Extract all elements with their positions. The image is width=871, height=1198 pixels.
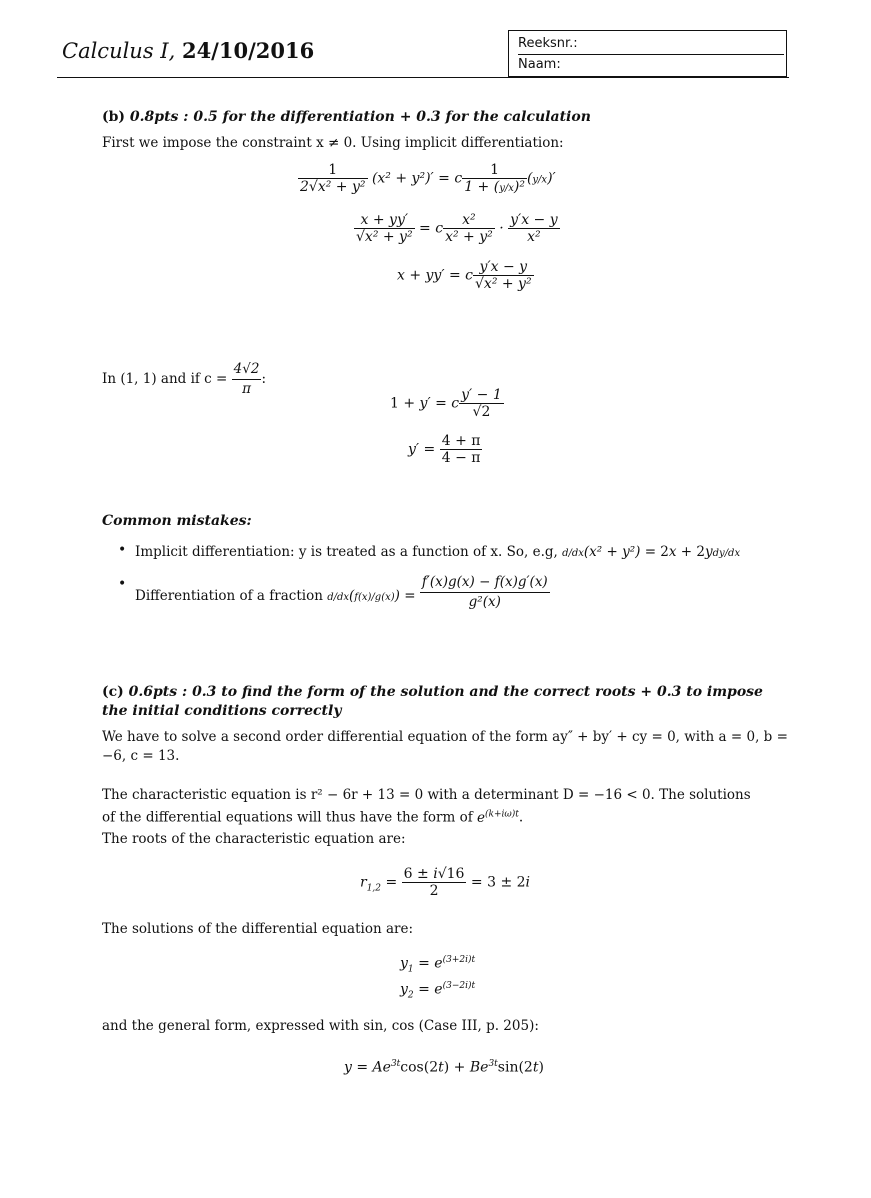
equation-b-5: y′ = $\frac{4 + \pi}{4 - \pi}$ <box>408 433 481 466</box>
common-mistakes-title: Common mistakes: <box>102 513 252 529</box>
course-name: Calculus I, <box>62 39 176 63</box>
mistake-2-text: Differentiation of a fraction <box>135 588 323 604</box>
section-c-heading-2: the initial conditions correctly <box>102 703 342 719</box>
section-c-label: (c) <box>102 684 124 700</box>
equation-b-2: $\frac{x + yy'}{\text{√x² + y²}}$ = c $\frac{\text{x²}}{\text{x² + y²}}$ · $\frac{y'x - y}{\text{x²}}$ <box>356 212 558 245</box>
section-c-para2-text: of the differential equations will thus have the form of <box>102 809 473 826</box>
box-divider <box>518 54 784 55</box>
section-c-para2-line1: The characteristic equation is r² − 6r + 13 = 0 with a determinant D = −16 < 0. The solutions <box>102 787 751 803</box>
point-condition-text: In (1, 1) and if c = <box>102 371 228 387</box>
mistake-2: Differentiation of a fraction d/dx(f(x)/g(x)) = $\frac{f'(x)g(x) - f(x)g'(x)}{\text{g²(x)}}$ <box>135 574 548 610</box>
mistake-1-text: Implicit differentiation: y is treated as a function of x. So, e.g, <box>135 544 558 560</box>
section-b-intro: First we impose the constraint x ≠ 0. Using implicit differentiation: <box>102 135 564 151</box>
bullet-2: • <box>118 576 127 592</box>
equation-b-1: $\frac{1}{\text{2√x² + y²}}$ (x² + y²)′ = c $\frac{1}{\text{1 + (y/x)²}}$ (y/x)′ <box>300 162 556 195</box>
section-c-para2-line2: of the differential equations will thus have the form of $e^{(k+i\omega)t}$. <box>102 809 524 826</box>
student-info-box <box>508 30 787 77</box>
equation-c-y1: $y_1 = e^{(3+2i)t}$ <box>400 955 476 975</box>
section-c-para1-line1: We have to solve a second order differential equation of the form ay″ + by′ + cy = 0, with a = 0, b = <box>102 729 788 745</box>
section-c-heading-text: 0.6pts : 0.3 to find the form of the solution and the correct roots + 0.3 to impose <box>128 684 763 700</box>
section-c-para5: and the general form, expressed with sin, cos (Case III, p. 205): <box>102 1018 539 1034</box>
equation-c-y2: $y_2 = e^{(3-2i)t}$ <box>400 981 476 1001</box>
section-c-para4: The solutions of the differential equation are: <box>102 921 413 937</box>
section-b-heading-text: 0.8pts : 0.5 for the differentiation + 0.3 for the calculation <box>129 109 591 125</box>
equation-b-4: 1 + y′ = c $\frac{y' - 1}{√2}$ <box>390 387 502 420</box>
section-b-label: (b) <box>102 109 126 125</box>
page-title <box>62 38 314 63</box>
series-number-label: Reeksnr.: <box>518 36 578 51</box>
point-condition: In (1, 1) and if c = $\frac{4√2}{\pi}$ : <box>102 361 266 397</box>
equation-c-roots: $r_{1,2}$ = $\frac{6 \pm i√16}{2}$ = 3 ± 2i <box>360 866 531 899</box>
section-b-heading <box>102 108 591 127</box>
section-c-para1-line2: −6, c = 13. <box>102 748 180 764</box>
section-c-heading-1 <box>102 683 763 702</box>
section-c-para3: The roots of the characteristic equation are: <box>102 831 406 847</box>
equation-b-3: x + yy′ = c $\frac{y'x - y}{\text{√x² + y²}}$ <box>397 259 532 292</box>
header-rule <box>57 77 789 78</box>
exam-date: 24/10/2016 <box>181 38 315 63</box>
equation-c-general: $y = Ae^{3t}\cos(2t) + Be^{3t}\sin(2t)$ <box>344 1059 544 1076</box>
mistake-1: Implicit differentiation: y is treated as a function of x. So, e.g, d/dx(x² + y²) = 2x + 2ydy/dx <box>135 544 741 560</box>
name-label: Naam: <box>518 57 561 72</box>
bullet-1: • <box>118 542 127 558</box>
